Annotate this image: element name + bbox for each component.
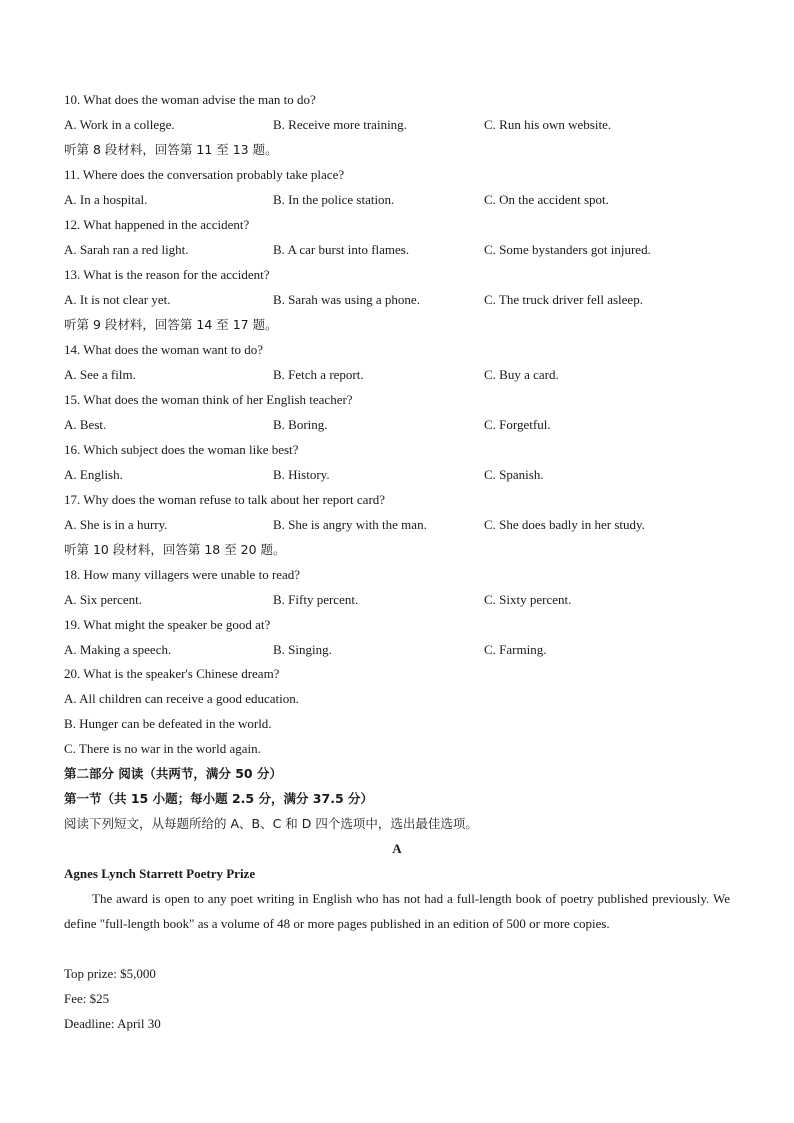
question-17: 17. Why does the woman refuse to talk about her report card?: [64, 492, 386, 507]
question-20: 20. What is the speaker's Chinese dream?: [64, 666, 280, 681]
question-10-options: [0, 117, 794, 133]
option-a: A. Making a speech.: [64, 642, 172, 657]
option-a: A. See a film.: [64, 367, 136, 382]
reading-instruction: 阅读下列短文，从每题所给的 A、B、C 和 D 四个选项中，选出最佳选项。: [64, 816, 478, 831]
option-b: B. Sarah was using a phone.: [273, 292, 420, 307]
option-c: C. She does badly in her study.: [484, 517, 645, 532]
option-c: C. Spanish.: [484, 467, 544, 482]
option-b: B. Fetch a report.: [273, 367, 364, 382]
section-10-instruction: 听第 10 段材料，回答第 18 至 20 题。: [64, 542, 286, 557]
question-15: 15. What does the woman think of her English teacher?: [64, 392, 353, 407]
question-15-options: [0, 417, 794, 433]
question-10: 10. What does the woman advise the man to do?: [64, 92, 316, 107]
option-a: A. Six percent.: [64, 592, 142, 607]
option-b: B. Singing.: [273, 642, 332, 657]
option-c: C. The truck driver fell asleep.: [484, 292, 643, 307]
question-20-option-c: C. There is no war in the world again.: [64, 741, 261, 756]
deadline: Deadline: April 30: [64, 1016, 161, 1031]
option-c: C. Some bystanders got injured.: [484, 242, 651, 257]
option-c: C. Farming.: [484, 642, 547, 657]
question-13-options: [0, 292, 794, 308]
option-b: B. Fifty percent.: [273, 592, 359, 607]
option-c: C. Forgetful.: [484, 417, 551, 432]
question-20-option-b: B. Hunger can be defeated in the world.: [64, 716, 272, 731]
option-c: C. Buy a card.: [484, 367, 559, 382]
part-2-heading: 第二部分 阅读（共两节，满分 50 分）: [64, 766, 282, 781]
section-9-instruction: 听第 9 段材料，回答第 14 至 17 题。: [64, 317, 278, 332]
question-11: 11. Where does the conversation probably take place?: [64, 167, 345, 182]
option-b: B. A car burst into flames.: [273, 242, 410, 257]
option-a: A. She is in a hurry.: [64, 517, 168, 532]
option-b: B. Boring.: [273, 417, 328, 432]
question-13: 13. What is the reason for the accident?: [64, 267, 270, 282]
option-b: B. In the police station.: [273, 192, 395, 207]
question-12: 12. What happened in the accident?: [64, 217, 250, 232]
passage-title: Agnes Lynch Starrett Poetry Prize: [64, 866, 256, 881]
option-c: C. Run his own website.: [484, 117, 612, 132]
passage-letter: A: [392, 841, 402, 856]
passage-body: The award is open to any poet writing in English who has not had a full-length book of poetry published previously. We define "full-length book" as a volume of 48 or more pages published in an edition of 500 or more copies.: [64, 891, 730, 931]
question-11-options: [0, 192, 794, 208]
option-a: A. Best.: [64, 417, 107, 432]
option-a: A. It is not clear yet.: [64, 292, 171, 307]
fee: Fee: $25: [64, 991, 110, 1006]
option-b: B. History.: [273, 467, 330, 482]
option-b: B. Receive more training.: [273, 117, 407, 132]
question-19: 19. What might the speaker be good at?: [64, 617, 271, 632]
option-c: C. On the accident spot.: [484, 192, 609, 207]
question-19-options: [0, 642, 794, 658]
option-b: B. She is angry with the man.: [273, 517, 427, 532]
option-a: A. English.: [64, 467, 123, 482]
question-16-options: [0, 467, 794, 483]
question-16: 16. Which subject does the woman like best?: [64, 442, 299, 457]
option-a: A. In a hospital.: [64, 192, 148, 207]
section-1-heading: 第一节（共 15 小题；每小题 2.5 分，满分 37.5 分）: [64, 791, 373, 806]
top-prize: Top prize: $5,000: [64, 966, 156, 981]
question-20-option-a: A. All children can receive a good education.: [64, 691, 299, 706]
question-18-options: [0, 592, 794, 608]
section-8-instruction: 听第 8 段材料，回答第 11 至 13 题。: [64, 142, 278, 157]
option-a: A. Work in a college.: [64, 117, 175, 132]
question-18: 18. How many villagers were unable to read?: [64, 567, 301, 582]
question-17-options: [0, 517, 794, 533]
question-14-options: [0, 367, 794, 383]
option-a: A. Sarah ran a red light.: [64, 242, 189, 257]
question-14: 14. What does the woman want to do?: [64, 342, 264, 357]
question-12-options: [0, 242, 794, 258]
option-c: C. Sixty percent.: [484, 592, 572, 607]
